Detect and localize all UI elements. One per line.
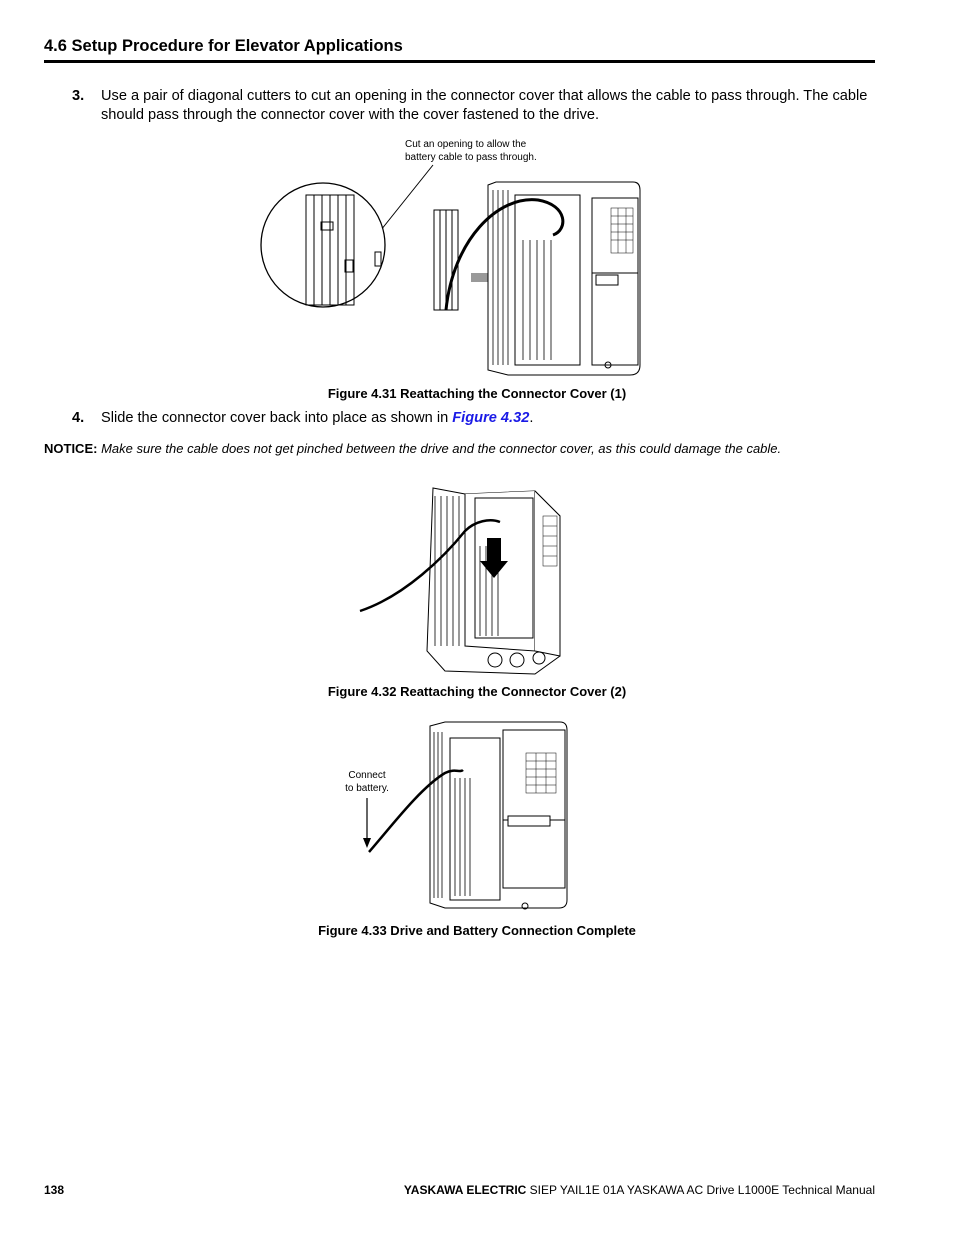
figure-4-33-caption: Figure 4.33 Drive and Battery Connection Complete xyxy=(318,923,636,938)
footer-brand: YASKAWA ELECTRIC xyxy=(403,1183,527,1197)
figure-4-31-illustration xyxy=(278,160,648,385)
figure-4-32-illustration xyxy=(355,486,565,678)
figure-4-33-illustration xyxy=(360,718,572,918)
footer-doc-info xyxy=(404,1183,875,1197)
page-number: 138 xyxy=(44,1183,65,1197)
figure-4-33-annotation-line2: to battery. xyxy=(345,783,389,794)
step-4-number: 4. xyxy=(72,410,85,426)
figure-4-31-annotation-line1: Cut an opening to allow the xyxy=(405,139,527,150)
notice-label: NOTICE: xyxy=(44,441,98,456)
section-title: 4.6 Setup Procedure for Elevator Applications xyxy=(44,37,403,55)
notice-text: Make sure the cable does not get pinched between the drive and the connector cover, as this could damage the cable. xyxy=(101,441,782,456)
figure-4-33-annotation-line1: Connect xyxy=(348,770,386,781)
figure-4-32-link[interactable]: Figure 4.32 xyxy=(452,410,530,426)
step-3-text: Use a pair of diagonal cutters to cut an opening in the connector cover that allows the cable to pass through. The cable should pass through the connector cover with the cover fastened to the drive. xyxy=(101,88,868,123)
step-4-text-before: Slide the connector cover back into place as shown in xyxy=(101,410,453,426)
step-4-text-after: . xyxy=(529,410,534,426)
footer-manual-title: SIEP YAIL1E 01A YASKAWA AC Drive L1000E Technical Manual xyxy=(526,1183,875,1197)
figure-4-32-caption: Figure 4.32 Reattaching the Connector Cover (2) xyxy=(327,684,627,699)
notice xyxy=(44,441,904,456)
figure-4-31-annotation-line2: battery cable to pass through. xyxy=(405,152,537,163)
section-rule xyxy=(44,60,875,63)
step-3-number: 3. xyxy=(72,88,85,104)
step-4-text xyxy=(101,409,881,428)
figure-4-31-caption: Figure 4.31 Reattaching the Connector Cover (1) xyxy=(327,386,627,401)
